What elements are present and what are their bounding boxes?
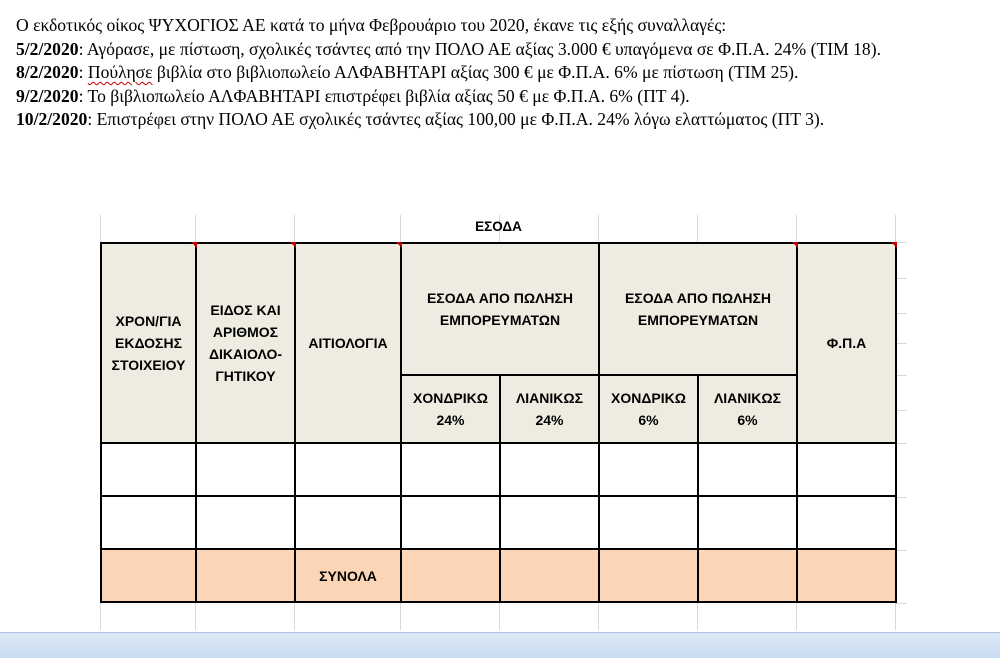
header-document[interactable]: ΕΙΔΟΣ ΚΑΙ ΑΡΙΘΜΟΣ ΔΙΚΑΙΟΛΟ-ΓΗΤΙΚΟΥ [196,243,295,443]
transaction-line [16,85,991,109]
table-cell[interactable] [101,496,196,549]
table-cell[interactable] [797,496,896,549]
table-cell[interactable] [401,549,500,602]
transaction-date: 9/2/2020 [16,85,79,106]
table-cell[interactable] [698,496,797,549]
header-wholesale-24[interactable]: ΧΟΝΔΡΙΚΩ 24% [401,375,500,443]
spellcheck-word: Πούλησε [87,62,153,82]
table-cell[interactable] [101,443,196,496]
table-cell[interactable] [101,549,196,602]
table-cell[interactable] [500,549,599,602]
header-wholesale-6[interactable]: ΧΟΝΔΡΙΚΩ 6% [599,375,698,443]
table-cell[interactable] [500,496,599,549]
table-cell[interactable] [196,549,295,602]
transaction-date: 5/2/2020 [16,38,79,59]
transaction-text: βιβλία στο βιβλιοπωλείο ΑΛΦΑΒΗΤΑΡΙ αξίας 300 € με Φ.Π.Α. 6% με πίστωση (ΤΙΜ 25). [152,62,799,82]
transaction-line: 8/2/2020: Πούλησε βιβλία στο βιβλιοπωλείο ΑΛΦΑΒΗΤΑΡΙ αξίας 300 € με Φ.Π.Α. 6% με πίστωση (ΤΙΜ 25). [16,62,799,82]
table-cell[interactable] [797,549,896,602]
table-row [101,496,896,549]
transaction-date: 8/2/2020 [16,62,79,82]
table-title: ΕΣΟΔΑ [475,219,522,234]
table-cell[interactable] [401,443,500,496]
transaction-text: : Το βιβλιοπωλείο ΑΛΦΑΒΗΤΑΡΙ επιστρέφει βιβλία αξίας 50 € με Φ.Π.Α. 6% (ΠΤ 4). [78,85,690,106]
header-retail-6[interactable]: ΛΙΑΝΙΚΩΣ 6% [698,375,797,443]
intro-paragraph: Ο εκδοτικός οίκος ΨΥΧΟΓΙΟΣ ΑΕ κατά το μήνα Φεβρουάριο του 2020, έκανε τις εξής συναλλαγές: [16,15,727,35]
table-cell[interactable] [599,549,698,602]
table-cell[interactable] [196,496,295,549]
table-cell[interactable] [599,496,698,549]
table-cell[interactable] [797,443,896,496]
table-row [101,443,896,496]
transaction-text: : Αγόρασε, με πίστωση, σχολικές τσάντες από την ΠΟΛΟ ΑΕ αξίας 3.000 € υπαγόμενα σε Φ.Π.Α. 24% (ΤΙΜ 18). [78,38,881,59]
transaction-date: 10/2/2020 [16,109,88,129]
table-cell[interactable] [500,443,599,496]
table-cell[interactable] [295,443,401,496]
header-reason[interactable]: ΑΙΤΙΟΛΟΓΙΑ [295,243,401,443]
header-date[interactable]: ΧΡΟΝ/ΓΙΑ ΕΚΔΟΣΗΣ ΣΤΟΙΧΕΙΟΥ [101,243,196,443]
header-sales-group[interactable]: ΕΣΟΔΑ ΑΠΟ ΠΩΛΗΣΗ ΕΜΠΟΡΕΥΜΑΤΩΝ [599,243,797,375]
header-retail-24[interactable]: ΛΙΑΝΙΚΩΣ 24% [500,375,599,443]
status-bar [0,632,1000,658]
transaction-line [16,108,991,132]
totals-label[interactable]: ΣΥΝΟΛΑ [295,549,401,602]
transaction-line [16,38,991,62]
header-sales-group[interactable]: ΕΣΟΔΑ ΑΠΟ ΠΩΛΗΣΗ ΕΜΠΟΡΕΥΜΑΤΩΝ [401,243,599,375]
table-cell[interactable] [401,496,500,549]
table-cell[interactable] [196,443,295,496]
totals-row [101,549,896,602]
header-vat[interactable]: Φ.Π.Α [797,243,896,443]
transaction-text: : Επιστρέφει στην ΠΟΛΟ ΑΕ σχολικές τσάντες αξίας 100,00 με Φ.Π.Α. 24% λόγω ελαττώματος (ΠΤ 3). [87,109,825,129]
document-body [16,14,991,132]
table-cell[interactable] [295,496,401,549]
table-cell[interactable] [698,549,797,602]
table-cell[interactable] [698,443,797,496]
revenue-table [100,242,897,603]
table-cell[interactable] [599,443,698,496]
